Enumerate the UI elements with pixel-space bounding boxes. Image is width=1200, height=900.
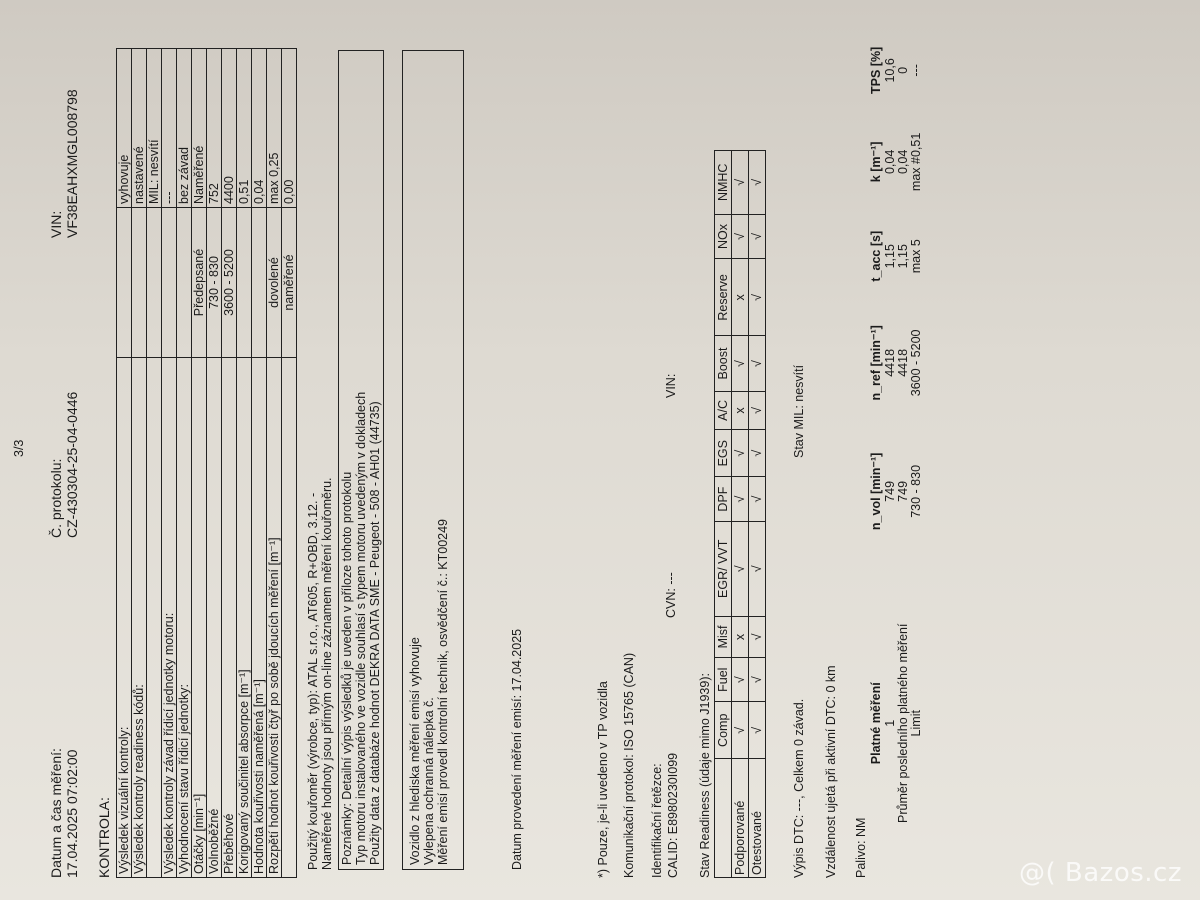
dtc-distance: Vzdálenost ujetá při aktivní DTC: 0 km [824, 665, 838, 878]
readiness-cell: √ [732, 214, 749, 259]
readiness-row [732, 151, 749, 878]
measure-cell: Průměr posledního platného měření [896, 623, 910, 823]
readiness-cell: √ [749, 477, 766, 522]
bazos-watermark: @( Bazos.cz [1019, 858, 1182, 888]
readiness-cell: √ [732, 477, 749, 522]
kontrola-row [147, 49, 162, 878]
readiness-header: Fuel [715, 658, 732, 702]
readiness-header: Reserve [715, 259, 732, 336]
readiness-cell: √ [749, 214, 766, 259]
kontrola-row [117, 49, 132, 878]
readiness-row-label: Podporované [732, 759, 749, 878]
measure-cell: 749 [883, 480, 897, 502]
readiness-row [749, 151, 766, 878]
kontrola-label: Volnoběžné [207, 358, 222, 878]
kontrola-value-b: 0,51 [237, 49, 252, 208]
ident-chain-label: Identifikační řetězce: [650, 763, 664, 878]
protocol-label: Č. protokolu: [48, 458, 64, 538]
readiness-cell: √ [749, 391, 766, 430]
measure-cell: 0 [896, 66, 910, 74]
readiness-cell: x [732, 616, 749, 658]
kontrola-label: Přeběhové [222, 358, 237, 878]
kontrola-row [192, 49, 207, 878]
protocol-value: CZ-430304-25-04-0446 [64, 391, 80, 538]
kontrola-value-b: 0,04 [252, 49, 267, 208]
kontrola-value-b: vyhovuje [117, 49, 132, 208]
measure-cell: 4418 [896, 348, 910, 377]
readiness-header: Boost [715, 336, 732, 391]
dtc-list: Výpis DTC: ---, Celkem 0 závad. [792, 698, 806, 878]
measure-cell: 730 - 830 [909, 464, 923, 518]
vin-label: VIN: [48, 210, 64, 238]
readiness-header: Comp [715, 702, 732, 759]
kontrola-value-b: bez závad [177, 49, 192, 208]
kontrola-value-b: max 0,25 [267, 49, 282, 208]
measure-cell: Limit [909, 710, 923, 737]
readiness-cell: √ [732, 702, 749, 759]
kontrola-value-a [117, 208, 132, 358]
measure-header: k [m⁻¹] [869, 141, 883, 183]
kontrola-value-b: MIL: nesvítí [147, 49, 162, 208]
notes-line: Použity data z databáze hodnot DEKRA DATA SME - Peugeot - 508 - AH01 (44735) [368, 401, 382, 865]
fuel-type: Palivo: NM [854, 817, 868, 878]
readiness-title: Stav Readiness (údaje mimo J1939): [698, 673, 712, 878]
kontrola-label: Výsledek vizuální kontroly: [117, 358, 132, 878]
readiness-cell: √ [749, 259, 766, 336]
kontrola-value-a: Předepsané [192, 208, 207, 358]
kontrola-value-a: 730 - 830 [207, 208, 222, 358]
measure-row [910, 30, 923, 890]
result-box [402, 50, 464, 870]
measure-cell: 10,6 [883, 58, 897, 83]
kontrola-value-a [147, 208, 162, 358]
vin-value: VF38EAHXMGL008798 [64, 89, 80, 238]
readiness-header: A/C [715, 391, 732, 430]
measure-cell: 3600 - 5200 [909, 329, 923, 397]
date-value: 17.04.2025 07:02:00 [64, 749, 80, 878]
kontrola-row [177, 49, 192, 878]
kontrola-label [147, 358, 162, 878]
kontrola-row [162, 49, 177, 878]
readiness-cell: √ [749, 521, 766, 616]
mil-status: Stav MIL: nesvítí [792, 364, 806, 458]
readiness-cell: √ [749, 658, 766, 702]
readiness-cell: √ [732, 658, 749, 702]
readiness-cell: √ [732, 430, 749, 477]
comm-protocol: Komunikační protokol: ISO 15765 (CAN) [622, 652, 636, 878]
readiness-cell: √ [749, 430, 766, 477]
notes-line: Typ motoru instalovaného ve vozidle souhlasí s typem motoru uvedeným v dokladech [354, 391, 368, 865]
notes-line: Poznámky: Detailní výpis výsledků je uveden v příloze tohoto protokolu [340, 471, 354, 865]
kontrola-label: Otáčky [min⁻¹] [192, 358, 207, 878]
kontrola-value-a [252, 208, 267, 358]
kontrola-label: Výsledek kontroly readiness kódů: [132, 358, 147, 878]
kontrola-table [116, 48, 297, 878]
kontrola-row [267, 49, 282, 878]
kontrola-value-b: Naměřené [192, 49, 207, 208]
measure-cell: 0,04 [896, 149, 910, 175]
measure-header: n_vol [min⁻¹] [869, 452, 883, 531]
opacimeter-note: Použitý kouřoměr (výrobce, typ): ATAL s.r.o., AT605, R+OBD, 3.12. - [306, 492, 320, 870]
footnote: *) Pouze, je-li uvedeno v TP vozidla [596, 681, 610, 878]
result-line: Měření emisí provedl kontrolní technik, osvědčení č.: KT00249 [436, 518, 450, 865]
measure-cell: --- [909, 64, 923, 77]
kontrola-value-a [162, 208, 177, 358]
kontrola-row [252, 49, 267, 878]
kontrola-label: Hodnota kouřivosti naměřená [m⁻¹] [252, 358, 267, 878]
measure-cell: 1,15 [883, 244, 897, 269]
readiness-header: EGR/ VVT [715, 521, 732, 616]
calid: CALID: E8980230I099 [666, 752, 680, 878]
kontrola-row [132, 49, 147, 878]
kontrola-value-a: 3600 - 5200 [222, 208, 237, 358]
readiness-header [715, 759, 732, 878]
measure-cell: 0,04 [883, 149, 897, 175]
readiness-row-label: Otestované [749, 759, 766, 878]
readiness-cell: √ [732, 336, 749, 391]
notes-box [338, 50, 384, 870]
kontrola-value-a [132, 208, 147, 358]
measure-cell: max 5 [909, 239, 923, 274]
comm-vin: VIN: [664, 373, 678, 398]
readiness-header: EGS [715, 430, 732, 477]
kontrola-label: Korigovaný součinitel absorpce [m⁻¹] [237, 358, 252, 878]
kontrola-row [237, 49, 252, 878]
measure-cell: max #0,51 [909, 132, 923, 192]
kontrola-value-b: 752 [207, 49, 222, 208]
readiness-cell: √ [732, 151, 749, 215]
kontrola-value-b: 4400 [222, 49, 237, 208]
measure-header: n_ref [min⁻¹] [869, 325, 883, 401]
measure-cell: 749 [896, 480, 910, 502]
measurement-date: Datum provedení měření emisí: 17.04.2025 [510, 628, 524, 870]
kontrola-label: Výsledek kontroly závad řídicí jednotky motoru: [162, 358, 177, 878]
readiness-cell: √ [732, 521, 749, 616]
measured-note: Naměřené hodnoty jsou přímým on-line záznamem měření kouřoměru. [320, 477, 334, 870]
readiness-cell: √ [749, 616, 766, 658]
readiness-cell: √ [749, 151, 766, 215]
measure-header: Platné měření [869, 682, 883, 765]
readiness-cell: x [732, 259, 749, 336]
kontrola-label: Vyhodnocení stavu řídicí jednotky: [177, 358, 192, 878]
page-number: 3/3 [12, 439, 26, 457]
kontrola-value-a: naměřené [282, 208, 297, 358]
measure-header: t_acc [s] [869, 230, 883, 282]
readiness-cell: √ [749, 702, 766, 759]
measure-cell: 1,15 [896, 244, 910, 269]
readiness-header: NOx [715, 214, 732, 259]
result-line: Vylepena ochranná nálepka č. [422, 697, 436, 865]
measure-cell: 4418 [883, 348, 897, 377]
measure-header: TPS [%] [869, 46, 883, 94]
kontrola-value-b: nastavené [132, 49, 147, 208]
measurement-table [868, 30, 923, 890]
readiness-header: DPF [715, 477, 732, 522]
readiness-header: NMHC [715, 151, 732, 215]
readiness-cell: x [732, 391, 749, 430]
kontrola-value-a [177, 208, 192, 358]
readiness-header: Misf [715, 616, 732, 658]
kontrola-value-b: 0,00 [282, 49, 297, 208]
kontrola-row [207, 49, 222, 878]
result-line: Vozidlo z hlediska měření emisí vyhovuje [408, 637, 422, 865]
cvn: CVN: --- [664, 572, 678, 618]
readiness-cell: √ [749, 336, 766, 391]
measure-cell: 1 [883, 719, 897, 727]
kontrola-row [222, 49, 237, 878]
kontrola-label [282, 358, 297, 878]
kontrola-value-a: dovolené [267, 208, 282, 358]
kontrola-label: Rozpětí hodnot kouřivosti čtyř po sobě jdoucích měření [m⁻¹] [267, 358, 282, 878]
kontrola-row [282, 49, 297, 878]
date-label: Datum a čas měření: [48, 748, 64, 878]
kontrola-value-a [237, 208, 252, 358]
kontrola-title: KONTROLA: [96, 797, 112, 878]
kontrola-value-b: --- [162, 49, 177, 208]
readiness-table [714, 150, 766, 878]
